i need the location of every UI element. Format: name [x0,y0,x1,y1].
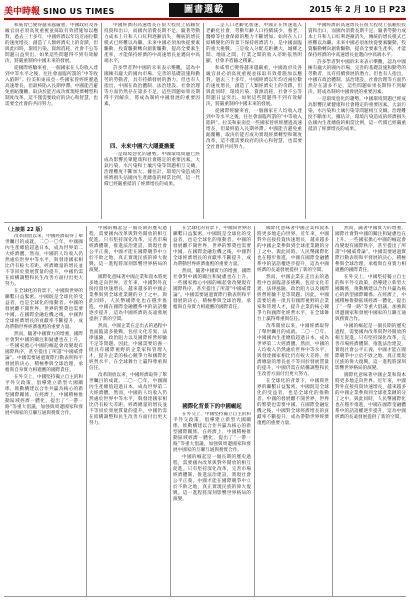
column-divider [332,226,333,596]
lower-paragraph: 在外交上，中國堅持獨立自主的和平外交政策，倡導建立新型大國關係，推動構建以合作共贏為核心的新型國際關係。在經濟上，中國積極推動區域經濟一體化，提出了“一帶一路”等重大倡議，加強與周邊國家和發展中國家的互聯互通與務實合作。 [335,274,406,323]
column-divider [254,226,255,596]
lower-column-1 [5,234,83,594]
section-label: 圖書選載 [169,3,239,17]
issue-date: 2015 年 2 月 10 日 [309,5,387,14]
upper-column-4 [308,23,406,219]
header-rule [4,18,406,20]
column-divider [101,23,102,219]
upper-paragraph: 中國經濟的高速增長在很大程度上依賴於投資和出口，而國內消費長期不足。隨著勞動力成本上升和人口紅利逐漸消失，傳統的增長模式已經難以為繼。未來中國必須加快從要素驅動、投資驅動轉向創新驅動，提高全要素生產率，才能保持經濟的中高速增長並邁向中高端水平。 [104,23,200,65]
lower-paragraph: 改革開放以來，中國經濟取得了舉世矚目的成就。二〇一〇年，中國國內生產總值超過日本，成為世界第二大經濟體。然而，中國的人均收入仍然處於世界中等水平，與發達國家相比仍有較大差距。經濟總量的增長並不等同於發展質量的提升，中國仍需在結構調整和民生改善方面付出更大努力。 [5,234,83,288]
lower-paragraph: 改革開放以來，中國經濟取得了舉世矚目的成就。二〇一〇年，中國國內生產總值超過日本，成為世界第二大經濟體。然而，中國的人均收入仍然處於世界中等水平，與發達國家相比仍有較大差距。經濟總量的增長並不等同於發展質量的提升，中國仍需在結構調整和民生改善方面付出更大努力。 [89,372,167,426]
lower-paragraph: 在全球化的背景下，中國與世界的聯繫日益緊密。中國既是全球化的受益者，也是全球化的推動者。中國的發展離不開世界，世界的繁榮也需要中國。在國際金融危機之後，中國對全球經濟增長的貢獻率不斷提升，成為帶動世界經濟復甦的重要力量。 [173,226,251,268]
upper-column-2 [104,23,200,138]
upper-paragraph: 一是環境惡化的趨勢。中國環境問題已經成為影響民眾健康和社會穩定的重要因素。大氣污染、水污染和土壤污染等問題相互交織，治理難度不斷加大。據估計，環境污染造成的經濟損失佔國內生產總值的相當比例，這一代價已經嚴重抵消了經濟增長的成果。 [308,96,406,132]
upper-column-2b [104,152,200,219]
lower-paragraph: 在全球化的背景下，中國與世界的聯繫日益緊密。中國既是全球化的受益者，也是全球化的推動者。中國的發展離不開世界，世界的繁榮也需要中國。在國際金融危機之後，中國對全球經濟增長的貢獻率不斷提升，成為帶動世界經濟復甦的重要力量。 [257,378,329,426]
upper-paragraph: 一是環境惡化的趨勢。中國環境問題已經成為影響民眾健康和社會穩定的重要因素。大氣污染、水污染和土壤污染等問題相互交織，治理難度不斷加大。據估計，環境污染造成的經濟損失佔國內生產總值的相當比例，這一代價已經嚴重抵消了經濟增長的成果。 [104,152,200,188]
upper-column-1 [5,23,98,219]
lower-column-3b [173,412,251,594]
lower-paragraph: 然而，中國企業在走出去的過程中也面臨諸多挑戰，包括文化差異、法律風險、政治阻力以及國際經營經驗不足等問題。因此，中國需要培養一批具有國際視野的企業家和管理人才，提升企業的核心競爭力和國際化經營水平，在全球舞台上贏得尊重與信任。 [89,323,167,372]
lower-column-5 [335,226,406,594]
upper-paragraph: 和威脅已變得越來越嚴重，中國政府及各級官員必須高度重視並採取有效措施加以應對。過去三十多年，中國經濟以年均近兩位數的速度增長，創造了人類經濟史上的奇蹟，但與此同時，環境污染、資源消耗、社會不公等問題日益突出。如果這些問題得不到有效解決，將嚴重制約中國未來的發展。 [5,23,98,65]
upper-paragraph: 從國際經驗來看，一個國家在人均收入達到中等水平之後，往往會面臨所謂的“中等收入陷阱”。拉美和東南亞一些國家曾經經歷過高速增長，但最終陷入長期停滯。中國能否避免重蹈覆轍，取決於能否成功實現經濟轉型和制度改革。這不僅需要政府的決心和智慧，也需要全社會的共同努力。 [206,108,302,150]
lower-paragraph: 在全球化的背景下，中國與世界的聯繫日益緊密。中國既是全球化的受益者，也是全球化的推動者。中國的發展離不開世界，世界的繁榮也需要中國。在國際金融危機之後，中國對全球經濟增長的貢獻率不斷提升，成為帶動世界經濟復甦的重要力量。 [5,288,83,331]
upper-subhead: 四、未來中國六大隱憂擔憂 [110,144,175,150]
upper-paragraph: 許多學者對中國的未來表示樂觀，認為中國擁有龐大的國內市場、完善的基礎設施和勤勞的勞動者，具有持續發展的潛力。但也有人指出，中國在政治體制、法治建設、社會治理等方面仍然存在諸多不足，這些問題如果長期得不到解決，將成為制約中國發展的重要因素。 [308,59,406,96]
upper-paragraph: 中國經濟的高速增長在很大程度上依賴於投資和出口，而國內消費長期不足。隨著勞動力成本上升和人口紅利逐漸消失，傳統的增長模式已經難以為繼。未來中國必須加快從要素驅動、投資驅動轉向創新驅動，提高全要素生產率，才能保持經濟的中高速增長並邁向中高端水平。 [308,23,406,59]
lower-continuation-label: （上接第 22 版） [5,227,46,233]
lower-paragraph: 改革開放以來，中國經濟取得了舉世矚目的成就。二〇一〇年，中國國內生產總值超過日本，成為世界第二大經濟體。然而，中國的人均收入仍然處於世界中等水平，與發達國家相比仍有較大差距。經濟總量的增長並不等同於發展質量的提升，中國仍需在結構調整和民生改善方面付出更大努力。 [257,323,329,378]
lower-paragraph: 然而，中國企業在走出去的過程中也面臨諸多挑戰，包括文化差異、法律風險、政治阻力以及國際經營經驗不足等問題。因此，中國需要培養一批具有國際視野的企業家和管理人才，提升企業的核心競爭力和國際化經營水平，在全球舞台上贏得尊重與信任。 [257,274,329,323]
lower-paragraph: 國際化意味著中國企業和資本將更多地走向世界。近年來，中國對外直接投資快速增長，越來越多的中國企業參與到全球產業鏈的分工之中。與此同時，人民幣國際化也在穩步推進，中國在國際金融體系中的話語權逐步提升，這為中國經濟的長遠發展提供了新的空間。 [257,226,329,274]
lower-paragraph: 中國的崛起是一個長期的歷史過程，需要國內改革與對外開放的相互促進。只有堅持深化改革，完善市場經濟體制，推進法治建設，實現社會公平正義，中國才能在國際競爭中立於不敗之地，真正實現民族的偉大復興。這一進程將深刻影響世界格局的演變。 [335,323,406,372]
lower-column-4 [257,226,329,594]
column-divider [203,23,204,219]
lower-paragraph: 中國的崛起是一個長期的歷史過程，需要國內改革與對外開放的相互促進。只有堅持深化改革，完善市場經濟體制，推進法治建設，實現社會公平正義，中國才能在國際競爭中立於不敗之地，真正實現民族的偉大復興。這一進程將深刻影響世界格局的演變。 [173,454,251,503]
lower-column-2 [89,226,167,594]
lower-paragraph: 在外交上，中國堅持獨立自主的和平外交政策，倡導建立新型大國關係，推動構建以合作共贏為核心的新型國際關係。在經濟上，中國積極推動區域經濟一體化，提出了“一帶一路”等重大倡議，加強與周邊國家和發展中國家的互聯互通與務實合作。 [5,374,83,416]
lower-paragraph: 中國的崛起是一個長期的歷史過程，需要國內改革與對外開放的相互促進。只有堅持深化改革，完善市場經濟體制，推進法治建設，實現社會公平正義，中國才能在國際競爭中立於不敗之地，真正實現民族的偉大復興。這一進程將深刻影響世界格局的演變。 [89,226,167,274]
page-header [4,3,406,19]
issue-info [309,4,406,15]
section-divider [4,222,406,223]
upper-paragraph: 二是人口老齡化加速。中國正在快速進入老齡化社會，勞動年齡人口持續減少，養老、醫療等社會保障的壓力不斷增加。如何在人口結構變化的背景下保持經濟活力，是中國面臨的重大挑戰。三是收入分配差距擴大，城鄉之間、地區之間、行業之間的收入差距依然明顯，社會矛盾隨之積累。 [206,23,302,65]
column-divider [86,226,87,596]
upper-paragraph: 從國際經驗來看，一個國家在人均收入達到中等水平之後，往往會面臨所謂的“中等收入陷阱”。拉美和東南亞一些國家曾經經歷過高速增長，但最終陷入長期停滯。中國能否避免重蹈覆轍，取決於能否成功實現經濟轉型和制度改革。這不僅需要政府的決心和智慧，也需要全社會的共同努力。 [5,65,98,108]
lower-paragraph: 然而，隨著中國實力的增強，國際社會對中國的關注和疑慮也在上升。一些國家擔心中國的崛起會改變現有國際秩序，甚至提出了所謂“中國威脅論”。中國需要通過實際行動表明和平發展的決心，積極參與全球治理，承擔與自身實力相適應的國際責任。 [5,331,83,374]
upper-column-3 [206,23,302,219]
column-divider [170,226,171,596]
lower-paragraph: 在外交上，中國堅持獨立自主的和平外交政策，倡導建立新型大國關係，推動構建以合作共贏為核心的新型國際關係。在經濟上，中國積極推動區域經濟一體化，提出了“一帶一路”等重大倡議，加強與周邊國家和發展中國家的互聯互通與務實合作。 [173,412,251,454]
lower-paragraph: 然而，隨著中國實力的增強，國際社會對中國的關注和疑慮也在上升。一些國家擔心中國的崛起會改變現有國際秩序，甚至提出了所謂“中國威脅論”。中國需要通過實際行動表明和平發展的決心，積極參與全球治理，承擔與自身實力相適應的國際責任。 [173,268,251,311]
footer-rule [4,596,406,597]
lower-subhead: 國際化背景下的中國崛起 [182,404,242,410]
upper-paragraph: 和威脅已變得越來越嚴重，中國政府及各級官員必須高度重視並採取有效措施加以應對。過去三十多年，中國經濟以年均近兩位數的速度增長，創造了人類經濟史上的奇蹟，但與此同時，環境污染、資源消耗、社會不公等問題日益突出。如果這些問題得不到有效解決，將嚴重制約中國未來的發展。 [206,65,302,108]
lower-paragraph: 國際化意味著中國企業和資本將更多地走向世界。近年來，中國對外直接投資快速增長，越來越多的中國企業參與到全球產業鏈的分工之中。與此同時，人民幣國際化也在穩步推進，中國在國際金融體系中的話語權逐步提升，這為中國經濟的長遠發展提供了新的空間。 [335,372,406,420]
lower-column-3 [173,226,251,396]
lower-paragraph: 然而，隨著中國實力的增強，國際社會對中國的關注和疑慮也在上升。一些國家擔心中國的崛起會改變現有國際秩序，甚至提出了所謂“中國威脅論”。中國需要通過實際行動表明和平發展的決心，積極參與全球治理，承擔與自身實力相適應的國際責任。 [335,226,406,274]
column-divider [305,23,306,219]
masthead-english: SINO US TIMES [43,7,115,16]
upper-paragraph: 許多學者對中國的未來表示樂觀，認為中國擁有龐大的國內市場、完善的基礎設施和勤勞的勞動者，具有持續發展的潛力。但也有人指出，中國在政治體制、法治建設、社會治理等方面仍然存在諸多不足，這些問題如果長期得不到解決，將成為制約中國發展的重要因素。 [104,65,200,108]
page-number: P23 [389,5,406,14]
masthead-chinese: 美中時報 [4,7,41,17]
lower-paragraph: 國際化意味著中國企業和資本將更多地走向世界。近年來，中國對外直接投資快速增長，越來越多的中國企業參與到全球產業鏈的分工之中。與此同時，人民幣國際化也在穩步推進，中國在國際金融體系中的話語權逐步提升，這為中國經濟的長遠發展提供了新的空間。 [89,274,167,323]
masthead [4,4,115,17]
